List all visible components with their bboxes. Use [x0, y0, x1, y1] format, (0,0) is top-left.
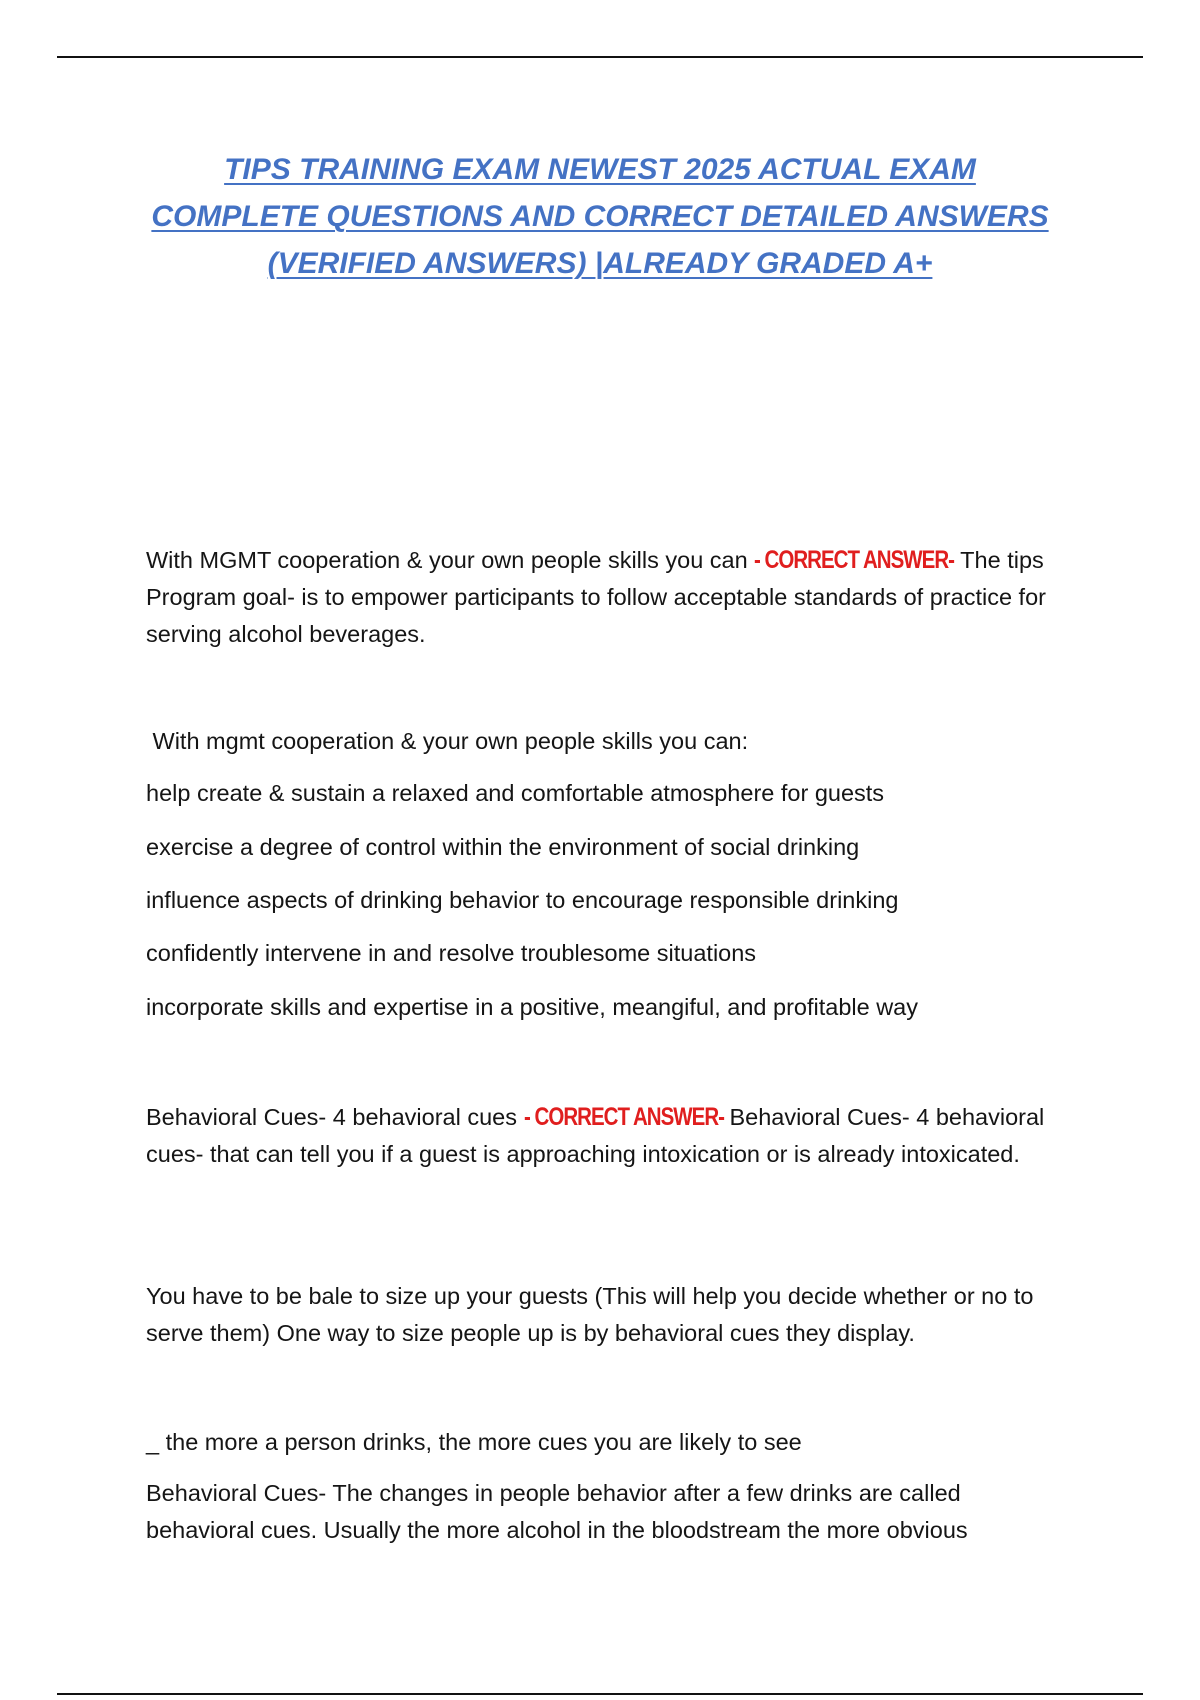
qa-block-1	[146, 542, 1066, 653]
list-item: exercise a degree of control within the environment of social drinking	[146, 834, 860, 860]
title-line-1: TIPS TRAINING EXAM NEWEST 2025 ACTUAL EXAM	[224, 153, 976, 186]
title-line-3: (VERIFIED ANSWERS) |ALREADY GRADED A+	[267, 247, 933, 280]
correct-answer-marker: - CORRECT ANSWER-	[754, 546, 955, 574]
title-line-2: COMPLETE QUESTIONS AND CORRECT DETAILED ANSWERS	[151, 200, 1049, 233]
intro-text: With mgmt cooperation & your own people skills you can:	[146, 728, 749, 754]
list-item: incorporate skills and expertise in a positive, meangiful, and profitable way	[146, 994, 919, 1020]
qa1-answer: The tips Program goal- is to empower participants to follow acceptable standards of practice for serving alcohol beverages.	[146, 547, 1046, 647]
qa2-answer: Behavioral Cues- 4 behavioral cues- that can tell you if a guest is approaching intoxication or is already intoxicated.	[146, 1104, 1045, 1167]
behavioral-cues-paragraph: Behavioral Cues- The changes in people behavior after a few drinks are called behavioral cues. Usually the more alcohol in the bloodstream the more obvious	[146, 1480, 968, 1543]
qa2-question: Behavioral Cues- 4 behavioral cues	[146, 1104, 524, 1130]
list-item: confidently intervene in and resolve troublesome situations	[146, 940, 757, 966]
qa-block-2	[146, 1099, 1066, 1173]
size-up-paragraph: You have to be bale to size up your guests (This will help you decide whether or no to serve them) One way to size people up is by behavioral cues they display.	[146, 1283, 1034, 1346]
list-item: influence aspects of drinking behavior to encourage responsible drinking	[146, 887, 899, 913]
correct-answer-marker: - CORRECT ANSWER-	[523, 1103, 724, 1131]
page-title	[100, 146, 1100, 287]
list-item: help create & sustain a relaxed and comfortable atmosphere for guests	[146, 780, 885, 806]
top-rule	[57, 56, 1143, 58]
bottom-rule	[57, 1693, 1143, 1695]
more-drinks-text: _ the more a person drinks, the more cues you are likely to see	[146, 1429, 802, 1455]
qa1-question: With MGMT cooperation & your own people skills you can	[146, 547, 755, 573]
